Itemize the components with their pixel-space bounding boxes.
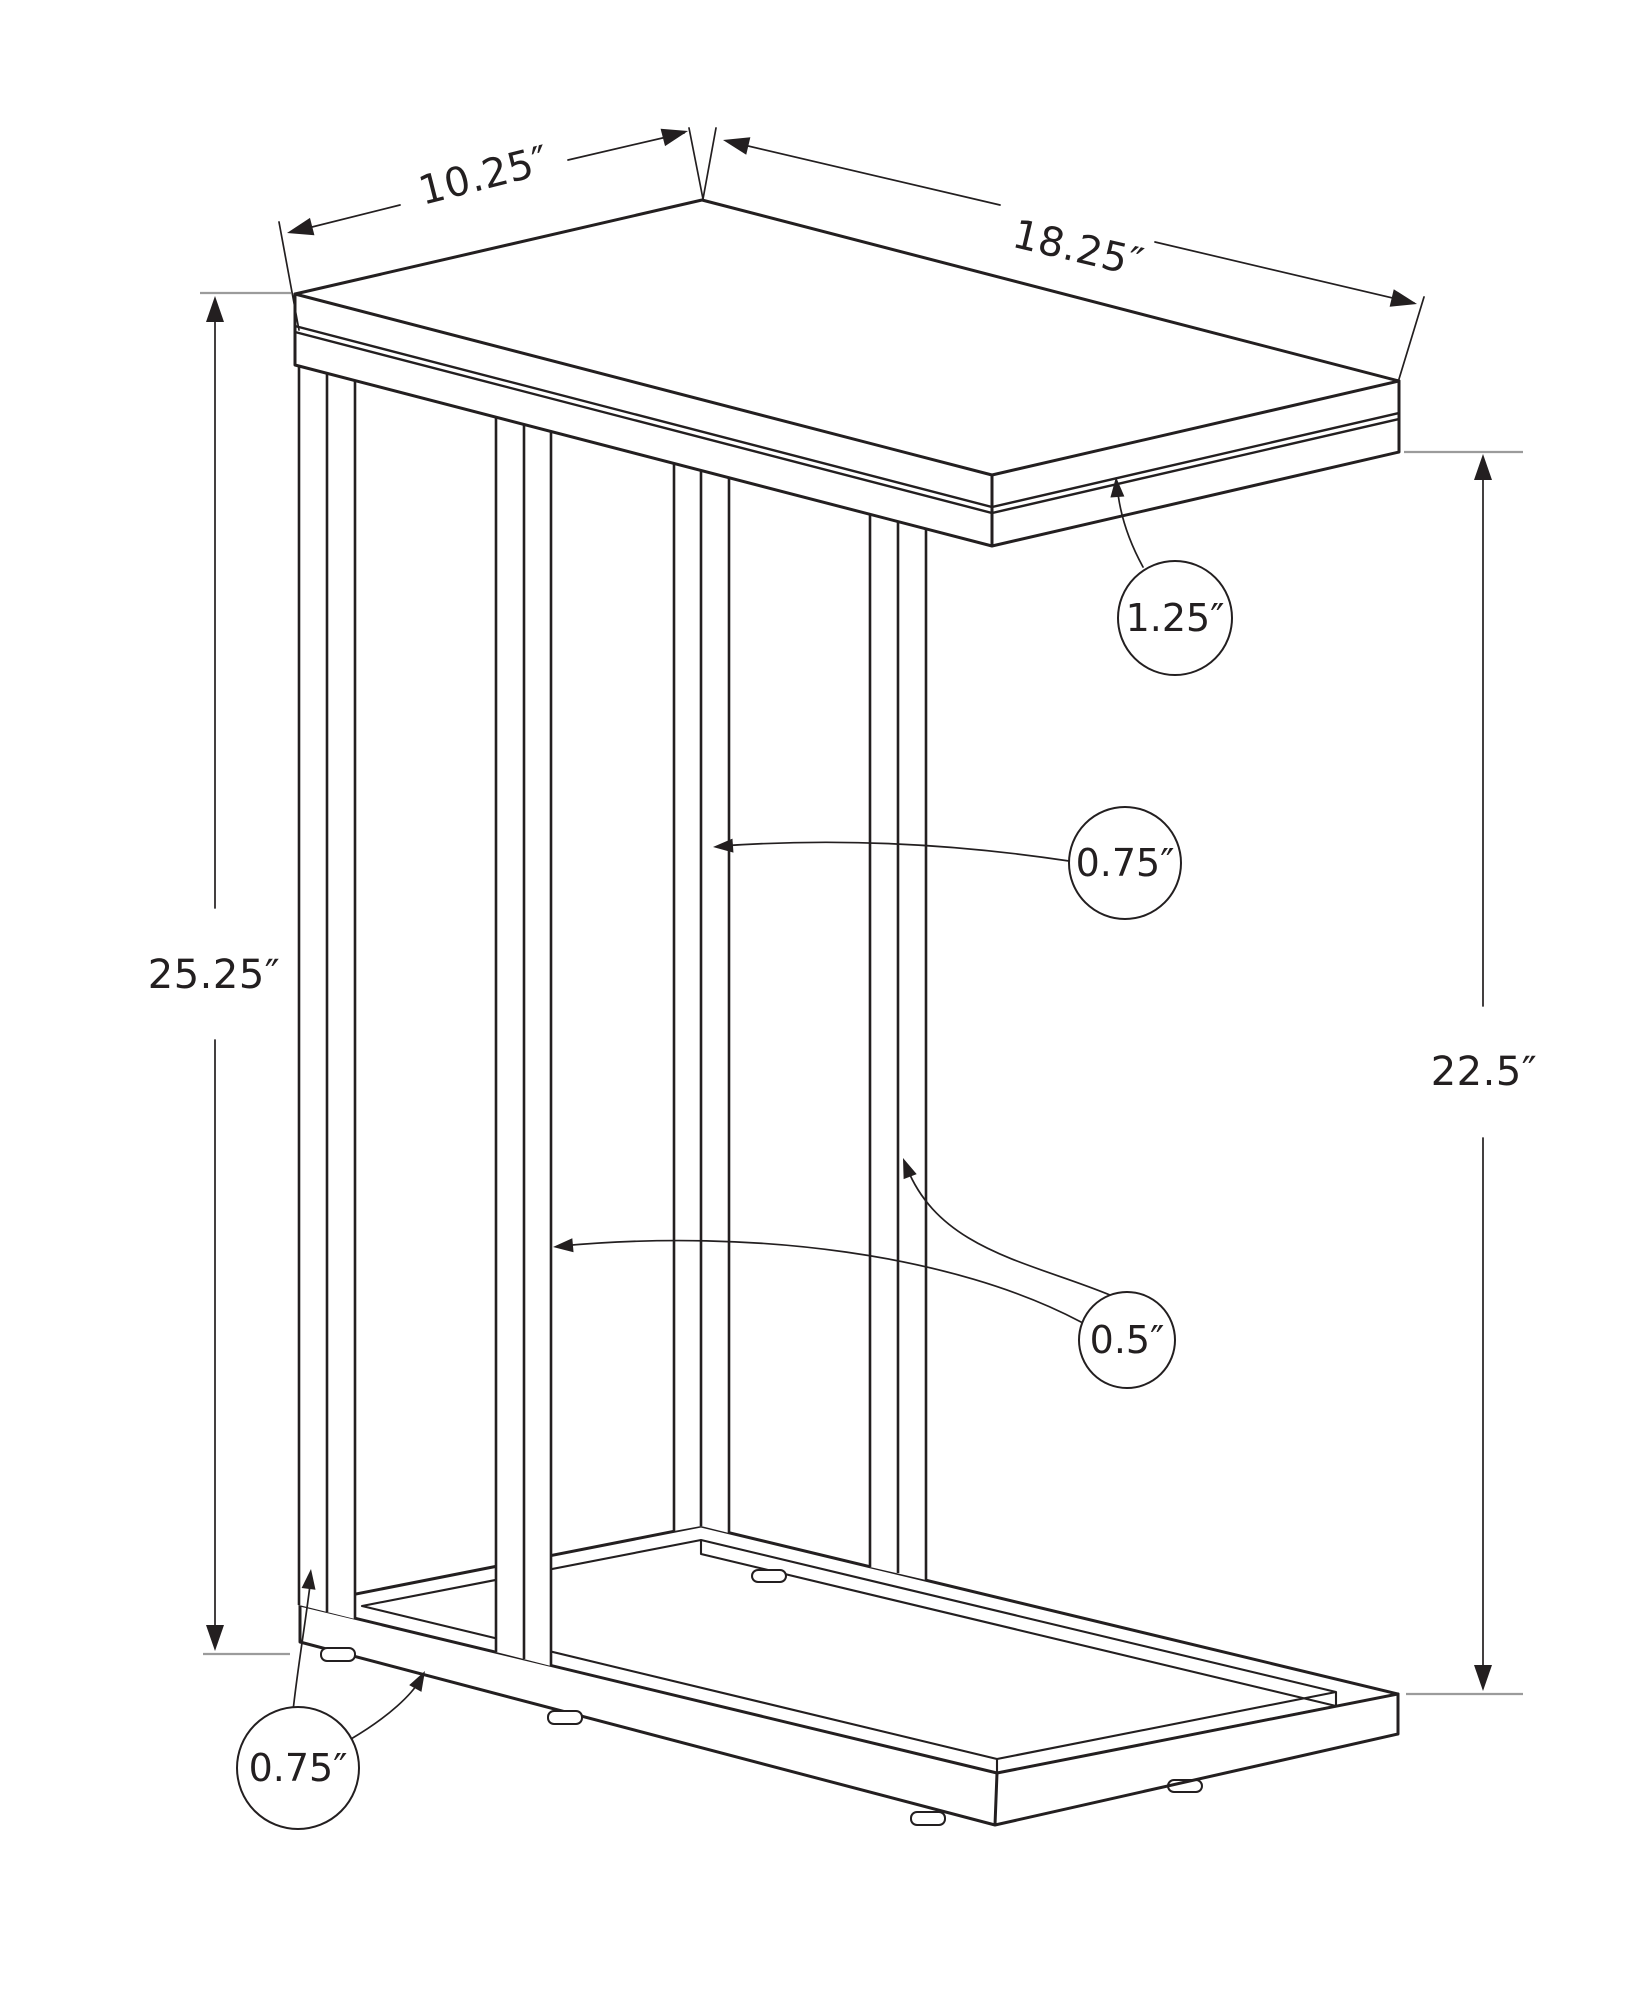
callout-post-width-label: 0.75″ [1075, 841, 1175, 885]
arrowhead [1390, 289, 1419, 312]
callout-post-width [713, 807, 1181, 919]
callout-post-depth-leader-up [907, 1168, 1110, 1295]
tabletop [295, 200, 1399, 546]
arrowhead [661, 122, 691, 146]
arrowhead [206, 296, 224, 322]
tabletop-top-face [295, 200, 1399, 475]
dim-top-width-label: 10.25″ [414, 137, 554, 215]
uprights [299, 366, 926, 1666]
foot-front [911, 1812, 945, 1825]
dim-overall-height-label: 25.25″ [147, 952, 281, 998]
dim-overall-height [148, 293, 291, 1654]
dim-top-length-label: 18.25″ [1008, 211, 1148, 287]
dim-clearance-height [1404, 452, 1537, 1694]
arrowhead [285, 218, 315, 242]
base-frame [300, 1526, 1398, 1825]
arrowhead [206, 1625, 224, 1651]
callout-post-depth [552, 1155, 1175, 1388]
arrowhead [1474, 1665, 1492, 1691]
callout-post-depth-label: 0.5″ [1089, 1318, 1165, 1362]
callout-top-thickness-label: 1.25″ [1125, 596, 1225, 640]
base-top-face [300, 1526, 1398, 1773]
foot-back [752, 1570, 786, 1582]
dim-clearance-height-label: 22.5″ [1430, 1049, 1538, 1095]
callout-base-height-leader-rail [351, 1680, 420, 1739]
arrowhead [552, 1238, 573, 1254]
foot-left [321, 1648, 355, 1661]
callout-post-depth-leader-left [561, 1241, 1081, 1322]
callout-base-height-label: 0.75″ [248, 1746, 348, 1790]
arrowhead [721, 131, 750, 154]
arrowhead [1474, 454, 1492, 480]
foot-front-left [548, 1711, 582, 1724]
